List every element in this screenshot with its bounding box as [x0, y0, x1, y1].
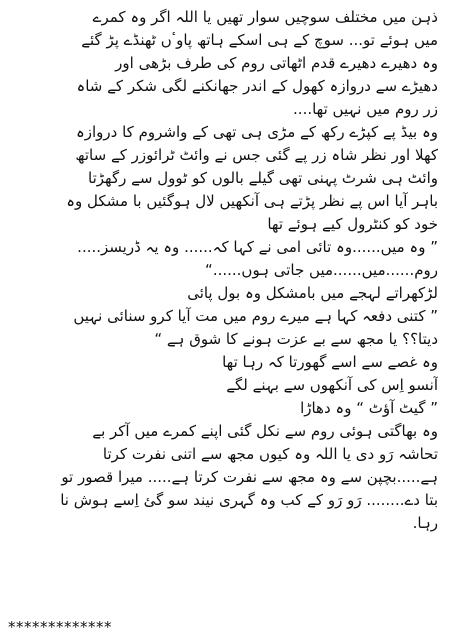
text-line: تحاشہ رَو دی یا اللہ وہ کیوں مجھ سے اتنی نفرت کرتا — [102, 445, 438, 463]
text-line: وہ بیڈ پے کپڑے رکھ کے مڑی ہی تھی کے واشروم کا دروازہ — [75, 123, 438, 141]
text-line: وہ بھاگتی ہوئی روم سے نکل گئی اپنے کمرے میں آکر بے — [92, 422, 438, 440]
text-line: خود کو کنٹرول کیے ہوئے تھا — [267, 215, 438, 233]
text-line: ہے.....بچپن سے وہ مجھ سے نفرت کرتا ہے..... میرا قصور تو — [61, 468, 438, 486]
text-line: دھیڑے سے دروازہ کھول کے اندر جھانکنے لگی شکر کے شاہ — [76, 77, 438, 95]
text-line: وائٹ ہی شرٹ پہنی تھی گیلے بالوں کو ٹوول سے رگھڑتا — [88, 169, 438, 187]
text-line: بتا دے........ رَو رَو کے کب وہ گہری نیند سو گئ اِسے ہوش نا — [60, 491, 438, 509]
text-line: میں ہوئے تو... سوچ کے ہی اسکے ہاتھ پاوٴں ٹھنڈے پڑ گئے — [81, 31, 438, 49]
text-line: روم......میں......میں جاتی ہوں......“ — [205, 261, 438, 279]
text-line: وہ دھیرے دھیرے قدم اٹھاتی روم کی طرف بڑھی اور — [115, 54, 438, 72]
text-line: وہ غصے سے اسے گھورتا کہ رہا تھا — [222, 353, 438, 371]
text-line: دیتا؟؟ یا مجھ سے بے عزت ہونے کا شوق ہے “ — [154, 330, 438, 348]
text-line: کھلا اور نظر شاہ زر پے گئی جس نے وائٹ ٹرائوزر کے ساتھ — [75, 146, 438, 164]
story-text — [10, 6, 438, 535]
section-separator: ************* — [8, 618, 112, 636]
text-line: ذہن میں مختلف سوچیں سوار تھیں یا اللہ اگر وہ کمرے — [92, 8, 438, 26]
text-line: رہا. — [412, 514, 438, 532]
text-line: آنسو اِس کی آنکھوں سے بہنے لگے — [226, 376, 438, 394]
text-line: زر روم میں نہیں تھا.... — [293, 100, 438, 118]
text-line: ” گیٹ آؤٹ “ وہ دھاڑا — [300, 399, 438, 417]
text-line: ” وہ میں......وہ تائی امی نے کہا کہ...... وہ یہ ڈریسز..... — [77, 238, 438, 256]
text-line: ” کتنی دفعہ کہا ہے میرے روم میں مت آیا کرو سنائی نہیں — [73, 307, 438, 325]
text-line: لڑکھراتے لہجے میں بامشکل وہ بول پائی — [187, 284, 438, 302]
text-line: باہر آیا اس پے نظر پڑتے ہی آنکھیں لال ہوگئیں با مشکل وہ — [66, 192, 438, 210]
